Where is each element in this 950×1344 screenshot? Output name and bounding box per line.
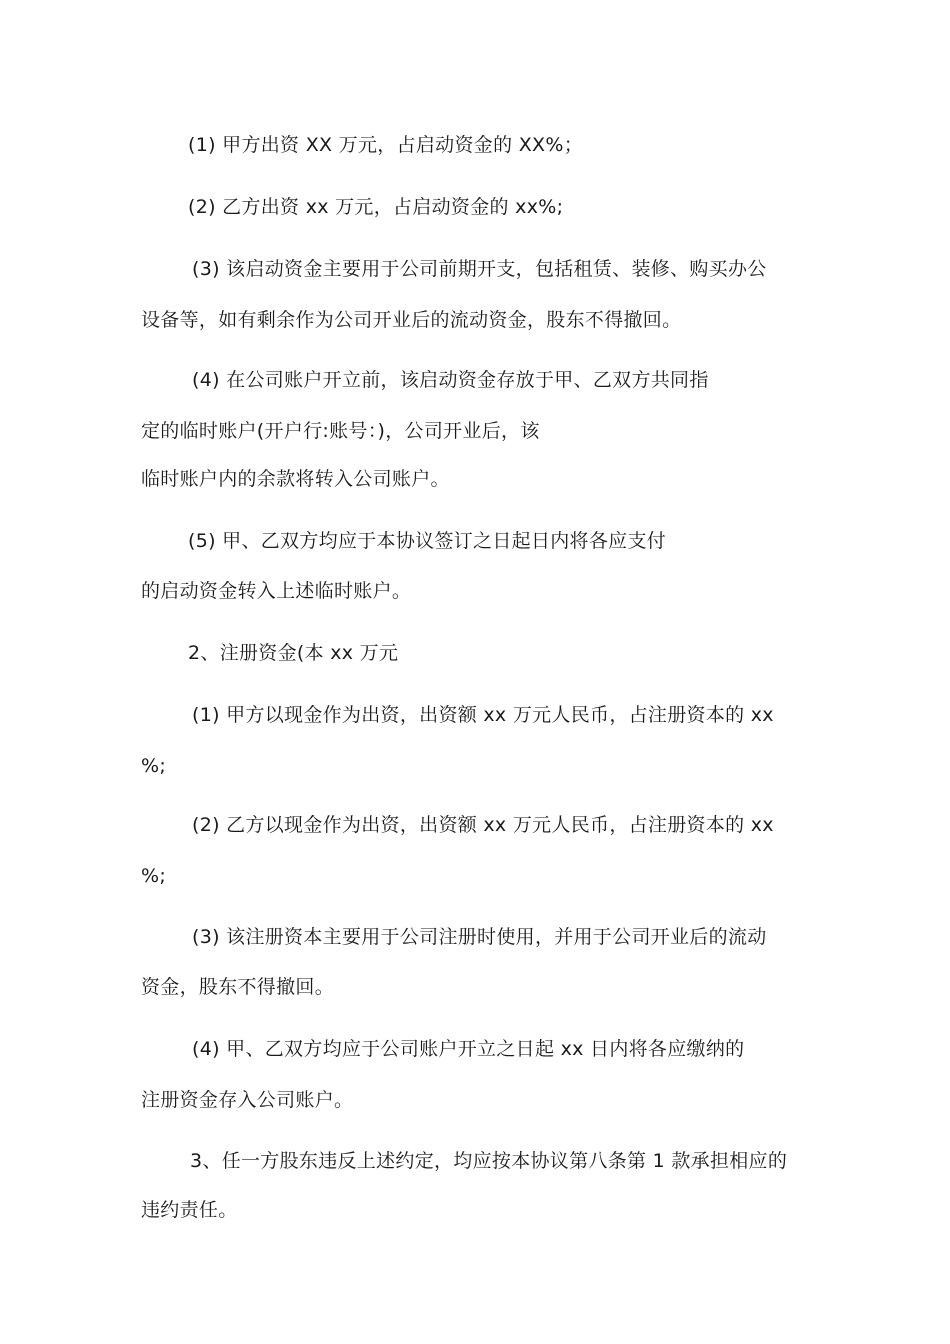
paragraph-line: (1) 甲方出资 XX 万元，占启动资金的 XX%； xyxy=(188,134,583,156)
paragraph-line: (3) 该注册资本主要用于公司注册时使用，并用于公司开业后的流动 xyxy=(192,926,767,948)
paragraph-line: 定的临时账户(开户行:账号：)，公司开业后，该 xyxy=(141,420,540,442)
paragraph-line: (1) 甲方以现金作为出资，出资额 xx 万元人民币，占注册资本的 xx xyxy=(192,704,774,726)
paragraph-line: 3、任一方股东违反上述约定，均应按本协议第八条第 1 款承担相应的 xyxy=(190,1150,788,1172)
paragraph-line: %; xyxy=(141,755,167,777)
paragraph-line: 的启动资金转入上述临时账户。 xyxy=(141,580,412,602)
paragraph-line: %; xyxy=(141,865,167,887)
paragraph-line: 违约责任。 xyxy=(141,1199,238,1221)
section-heading: 2、注册资金(本 xx 万元 xyxy=(188,642,399,664)
paragraph-line: 资金，股东不得撤回。 xyxy=(141,976,335,998)
paragraph-line: (5) 甲、乙双方均应于本协议签订之日起日内将各应支付 xyxy=(188,530,667,552)
paragraph-line: 注册资金存入公司账户。 xyxy=(141,1089,354,1111)
paragraph-line: (2) 乙方出资 xx 万元，占启动资金的 xx%; xyxy=(188,196,564,218)
paragraph-line: (2) 乙方以现金作为出资，出资额 xx 万元人民币，占注册资本的 xx xyxy=(192,814,774,836)
paragraph-line: 临时账户内的余款将转入公司账户。 xyxy=(141,468,450,490)
paragraph-line: 设备等，如有剩余作为公司开业后的流动资金，股东不得撤回。 xyxy=(141,309,682,331)
paragraph-line: (4) 在公司账户开立前，该启动资金存放于甲、乙双方共同指 xyxy=(192,369,709,391)
paragraph-line: (4) 甲、乙双方均应于公司账户开立之日起 xx 日内将各应缴纳的 xyxy=(192,1038,745,1060)
paragraph-line: (3) 该启动资金主要用于公司前期开支，包括租赁、装修、购买办公 xyxy=(192,258,767,280)
